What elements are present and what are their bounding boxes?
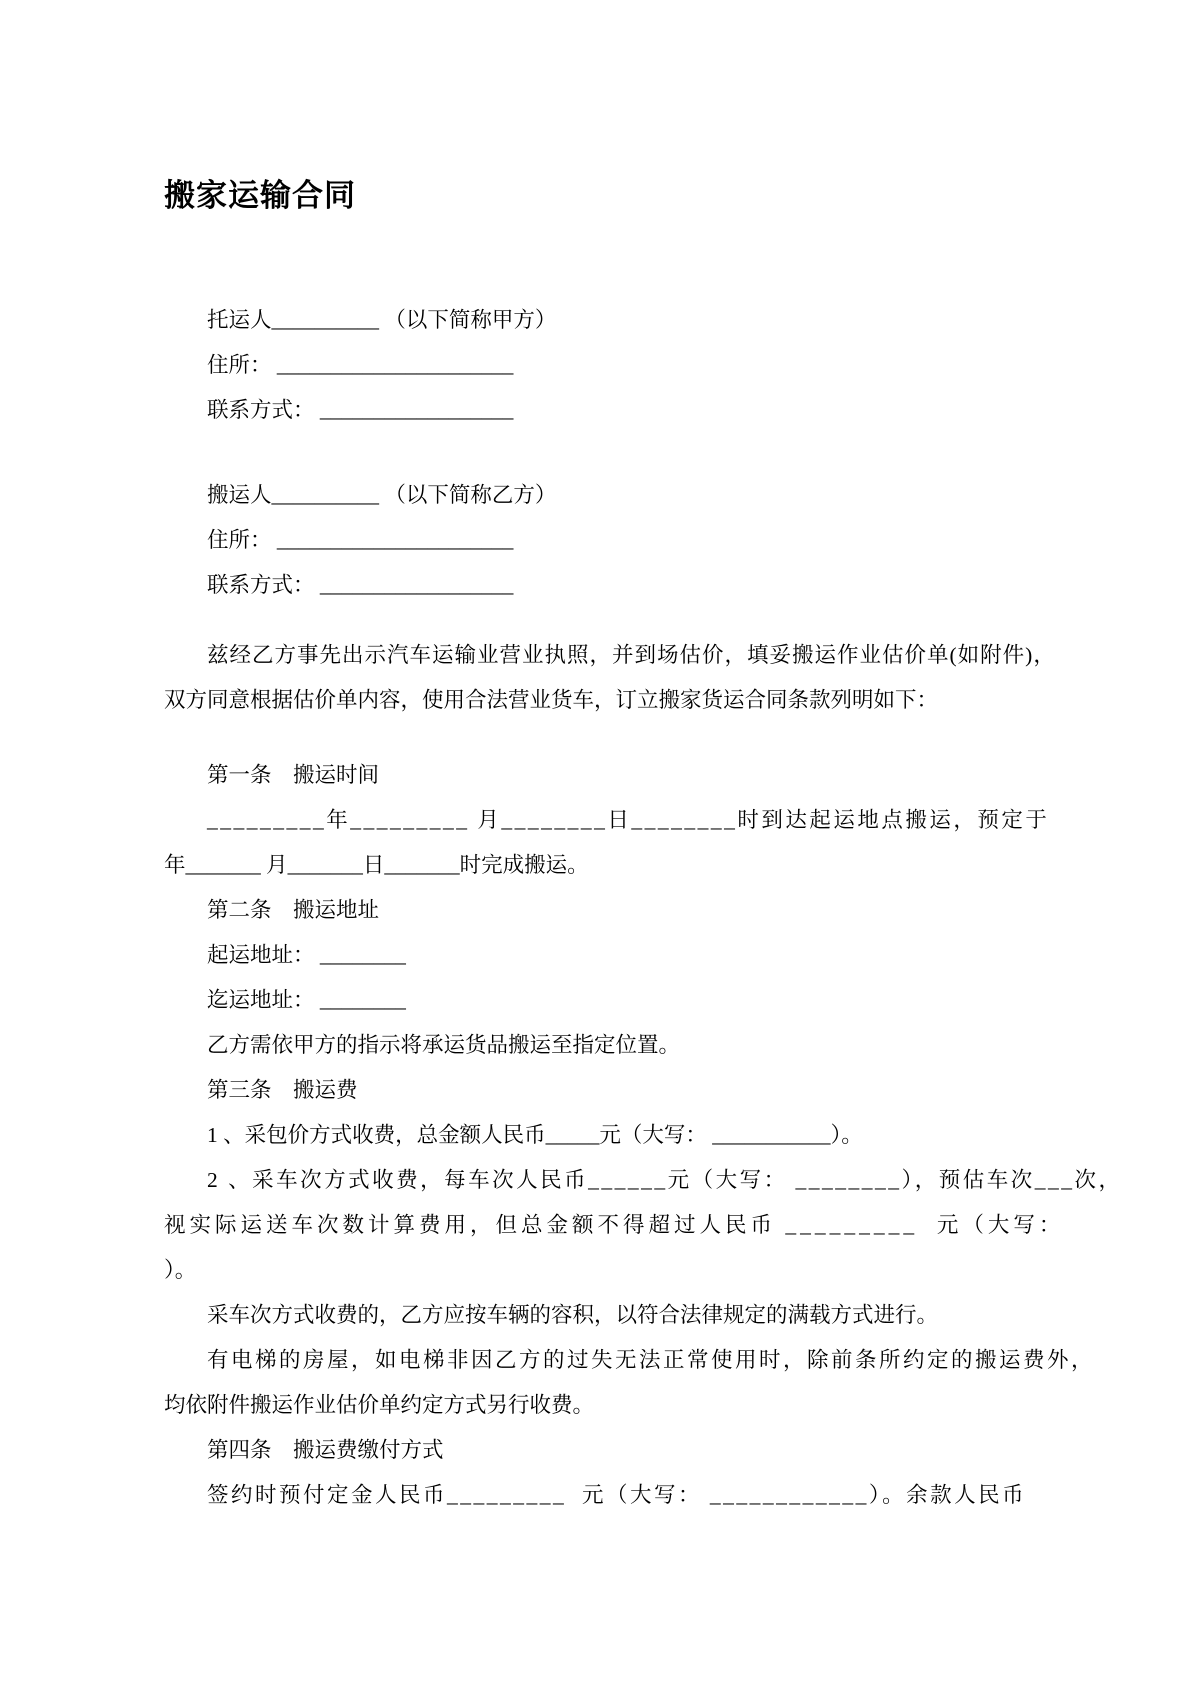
mover-contact-line: 联系方式： __________________	[207, 573, 514, 597]
shipper-address-line: 住所： ______________________	[207, 353, 514, 377]
article-3-item-2-line-1: 2 、采车次方式收费，每车次人民币______元（大写： ________），预估车次___次，	[207, 1168, 1123, 1192]
article-3-item-1: 1 、采包价方式收费，总金额人民币_____元（大写： ___________）。	[207, 1123, 863, 1147]
preamble-line-1: 兹经乙方事先出示汽车运输业营业执照，并到场估价，填妥搬运作业估价单(如附件)，	[207, 643, 1056, 667]
article-3-para-2-line-2: 均依附件搬运作业估价单约定方式另行收费。	[164, 1393, 595, 1417]
article-3-heading: 第三条 搬运费	[207, 1078, 358, 1102]
spacer	[164, 608, 1026, 633]
article-2-heading: 第二条 搬运地址	[207, 898, 380, 922]
mover-name-line: 搬运人__________ （以下简称乙方）	[207, 483, 557, 507]
preamble-line-2: 双方同意根据估价单内容，使用合法营业货车，订立搬家货运合同条款列明如下：	[164, 688, 939, 712]
article-2-note-line: 乙方需依甲方的指示将承运货品搬运至指定位置。	[207, 1033, 681, 1057]
destination-address-line: 迄运地址： ________	[207, 988, 406, 1012]
mover-address-line: 住所： ______________________	[207, 528, 514, 552]
article-3-item-2-line-3: ）。	[164, 1258, 197, 1282]
shipper-name-line: 托运人__________ （以下简称甲方）	[207, 308, 557, 332]
origin-address-line: 起运地址： ________	[207, 943, 406, 967]
article-4-heading: 第四条 搬运费缴付方式	[207, 1438, 444, 1462]
article-1-heading: 第一条 搬运时间	[207, 763, 380, 787]
article-1-time-line-2: 年_______ 月_______日_______时完成搬运。	[164, 853, 589, 877]
article-3-para-1: 采车次方式收费的，乙方应按车辆的容积，以符合法律规定的满载方式进行。	[207, 1303, 939, 1327]
spacer	[164, 723, 1026, 753]
spacer	[164, 216, 1026, 298]
article-3-item-2-line-2: 视实际运送车次数计算费用，但总金额不得超过人民币 _________ 元（大写：	[164, 1213, 1065, 1237]
article-3-para-2-line-1: 有电梯的房屋，如电梯非因乙方的过失无法正常使用时，除前条所约定的搬运费外，	[207, 1348, 1096, 1372]
spacer	[164, 433, 1026, 473]
document-title: 搬家运输合同	[164, 178, 356, 213]
article-4-payment-line: 签约时预付定金人民币_________ 元（大写： ____________）。余款人民币	[207, 1483, 1027, 1507]
article-1-time-line-1: _________年_________ 月________日________时到达起运地点搬运，预定于	[207, 808, 1050, 832]
shipper-contact-line: 联系方式： __________________	[207, 398, 514, 422]
